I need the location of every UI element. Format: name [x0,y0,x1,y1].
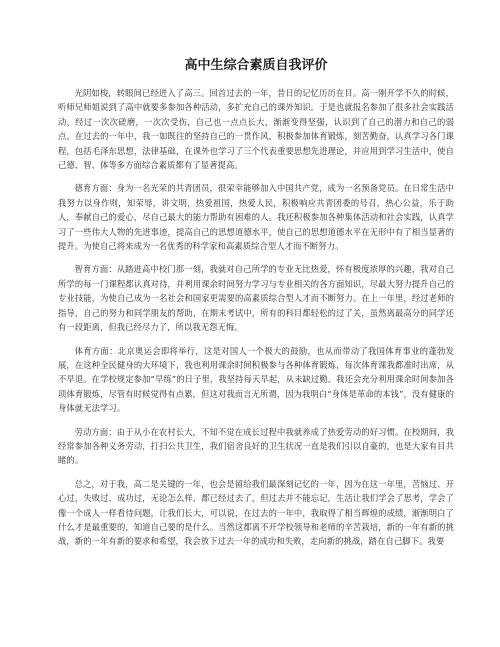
paragraph-intro: 光阴如梭，转眼间已经进入了高三。回首过去的一年，昔日的记忆历历在目。高一刚开学不久的时候，听师兄师姐说到了高中就要多参加各种活动，多扩充自己的课外知识。于是也就报名参加了很多社会实践活动，经过一次次磋磨，一次次受伤，自己也一点点长大，渐渐变得坚强，认识到了自己的潜力和自己的弱点。在过去的一年中，我一如既往的坚持自己的一贯作风，积极参加体育锻炼，刻苦勤奋，认真学习各门课程，包括毛泽东思想，法律基础，在课外也学习了三个代表重要思想先进理论，并应用到学习生活中，使自己德、智、体等多方面综合素质都有了显著提高。 [58,88,454,171]
paragraph-summary: 总之，对于我，高二是关键的一年，也会是留给我们最深刻记忆的一年，因为在这一年里，苦恼过、开心过，失败过、成功过，无论怎么样，都已经过去了，但过去并不能忘记，生活让我们学会了思考，学会了像一个成人一样看待问题，让我们长大，可以说，在过去的一年中，我取得了相当辉煌的成绩，渐渐明白了什么才是最重要的，知道自己要的是什么。当然这都离不开学校领导和老师的辛苦栽培，新的一年有新的挑战，新的一年有新的要求和希望，我会放下过去一年的成功和失败，走向新的挑战，踏在自己脚下。我要 [58,478,454,547]
paragraph-physical: 体育方面：北京奥运会即将举行，这是对国人一个极大的鼓励，也从而带动了我国体育事业的蓬勃发展，在这种全民健身的大环境下，我也利用课余时间积极参与各种体育锻炼，每次体育课我都准时出席，从不早退。在学校规定参加“早练”的日子里，我坚持每天早起，从未缺过勤。我还会充分利用课余时间参加各项体育锻炼，尽管有时候觉得有点累，但这对我而言无所谓，因为我明白“身体是革命的本钱”，没有健康的身体就无法学习。 [58,345,454,414]
paragraph-labor: 劳动方面：由于从小在农村长大，不知不觉在成长过程中我就养成了热爱劳动的好习惯。在校期间，我经常参加各种义务劳动，打扫公共卫生，我们宿舍良好的卫生状况一直是我们引以自豪的，也是大家有目共睹的。 [58,426,454,466]
document-title: 高中生综合素质自我评价 [184,58,328,73]
paragraph-intellectual: 智育方面：从踏进高中校门那一刻，我就对自己所学的专业无比热爱，怀有极度浓厚的兴趣，我对自己所学的每一门课程都认真对待，并利用课余时间努力学习与专业相关的各方面知识，尽最大努力提升自己的专业技能，为使自己成为一名社会和国家更需要的高素质综合型人才而不断努力。在上一年里，经过老师的指导，自己的努力和同学朋友的帮助，在期末考试中，所有的科目都轻松的过了关，虽然离最高分的同学还有一段距离，但我已经尽力了，所以我无怨无悔。 [58,264,454,333]
paragraph-moral: 德育方面：身为一名光荣的共青团员，很荣幸能够加入中国共产党，成为一名预备党员。在日常生活中我努力以身作则，知荣辱，讲文明，热爱祖国，热爱人民，积极响应共青团委的号召，热心公益，乐于助人，奉献自己的爱心，尽自己最大的能力帮助有困难的人。我还积极参加各种集体活动和社会实践，认真学习了一些伟大人物的先进事迹，提高自己的思想道德水平，使自己的思想道德水平在无形中有了相当显著的提升。为使自己将来成为一名优秀的科学家和高素质综合型人才而不断努力。 [58,183,454,252]
